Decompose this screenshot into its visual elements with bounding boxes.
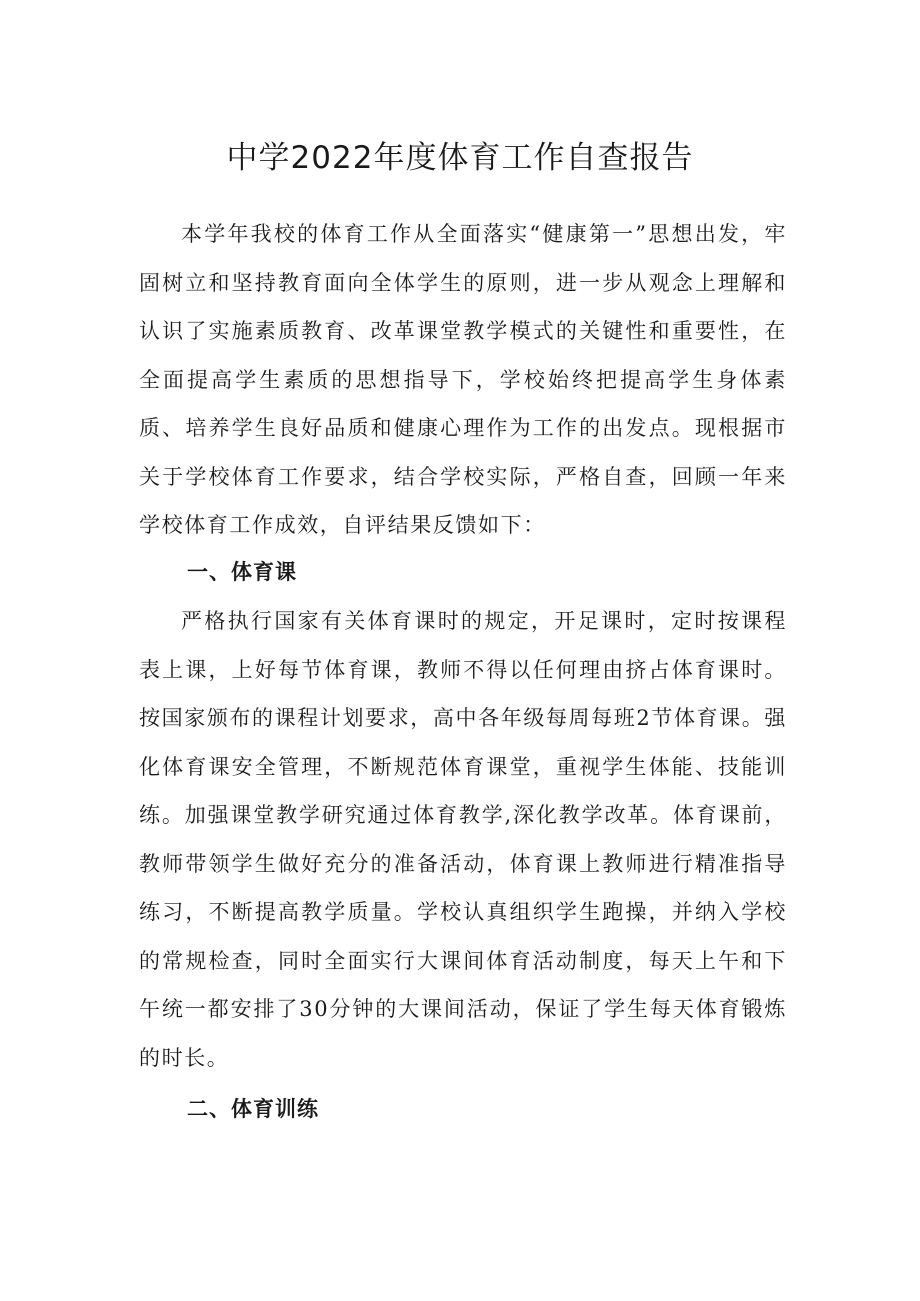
intro-paragraph: 本学年我校的体育工作从全面落实“健康第一”思想出发，牢固树立和坚持教育面向全体学生的原则，进一步从观念上理解和认识了实施素质教育、改革课堂教学模式的关键性和重要性，在全面提高学生素质的思想指导下，学校始终把提高学生身体素质、培养学生良好品质和健康心理作为工作的出发点。现根据市关于学校体育工作要求，结合学校实际，严格自查，回顾一年来学校体育工作成效，自评结果反馈如下：	[139, 222, 787, 537]
section-heading-pe-training: 二、体育训练	[187, 1097, 319, 1121]
document-title: 中学2022年度体育工作自查报告	[226, 140, 694, 176]
section-heading-pe-class: 一、体育课	[187, 560, 297, 584]
section-paragraph-pe-class: 严格执行国家有关体育课时的规定，开足课时，定时按课程表上课，上好每节体育课，教师不得以任何理由挤占体育课时。按国家颁布的课程计划要求，高中各年级每周每班2节体育课。强化体育课安全管理，不断规范体育课堂，重视学生体能、技能训练。加强课堂教学研究通过体育教学,深化教学改革。体育课前，教师带领学生做好充分的准备活动，体育课上教师进行精准指导练习，不断提高教学质量。学校认真组织学生跑操，并纳入学校的常规检查，同时全面实行大课间体育活动制度，每天上午和下午统一都安排了30分钟的大课间活动，保证了学生每天体育锻炼的时长。	[139, 609, 787, 1070]
